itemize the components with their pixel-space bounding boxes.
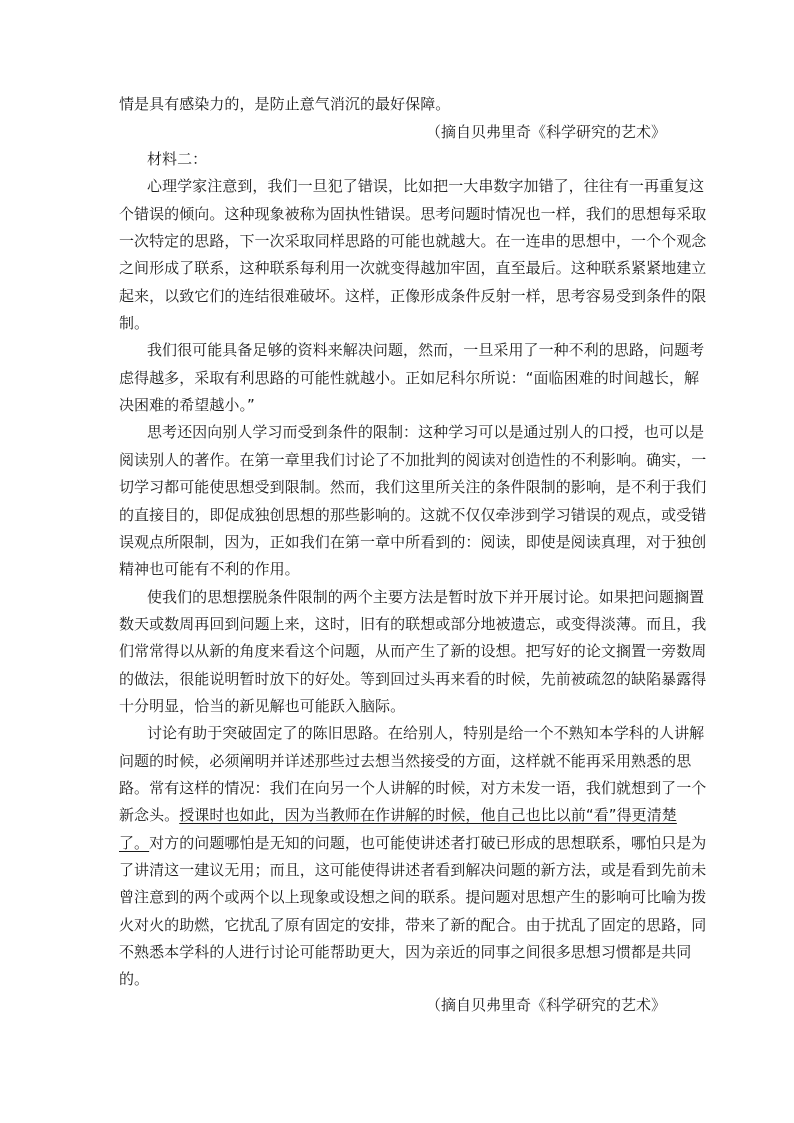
paragraph-line: 决困难的希望越小。” bbox=[119, 396, 255, 414]
paragraph-line: 们常常得以从新的角度来看这个问题，从而产生了新的设想。把写好的论文搁置一旁数周 bbox=[119, 642, 707, 660]
paragraph-line: 心理学家注意到，我们一旦犯了错误，比如把一大串数字加错了，往往有一再重复这 bbox=[147, 177, 705, 195]
paragraph-line: 不熟悉本学科的人进行讨论可能帮助更大，因为亲近的同事之间很多思想习惯都是共同 bbox=[119, 943, 692, 961]
paragraph-line: 火对火的助燃，它扰乱了原有固定的安排，带来了新的配合。由于扰乱了固定的思路，同 bbox=[119, 916, 707, 934]
paragraph-line: 虑得越多，采取有利思路的可能性就越小。正如尼科尔所说：“面临困难的时间越长，解 bbox=[119, 369, 700, 387]
paragraph-line: 精神也可能有不利的作用。 bbox=[119, 560, 300, 578]
paragraph-line: 路。常有这样的情况：我们在向另一个人讲解的时候，对方未发一语，我们就想到了一个 bbox=[119, 779, 707, 797]
paragraph-line: 问题的时候，必须阐明并详述那些过去想当然接受的方面，这样就不能再采用熟悉的思 bbox=[119, 752, 692, 770]
paragraph-line: 我们很可能具备足够的资料来解决问题，然而，一旦采用了一种不利的思路，问题考 bbox=[147, 341, 705, 359]
paragraph-line: 曾注意到的两个或两个以上现象或设想之间的联系。提问题对思想产生的影响可比喻为拨 bbox=[119, 888, 707, 906]
paragraph-line: 思考还因向别人学习而受到条件的限制：这种学习可以是通过别人的口授，也可以是 bbox=[147, 423, 705, 441]
paragraph-line: 了讲清这一建议无用；而且，这可能使得讲述者看到解决问题的新方法，或是看到先前未 bbox=[119, 861, 707, 879]
paragraph-line: 之间形成了联系，这种联系每利用一次就变得越加牢固，直至最后。这种联系紧紧地建立 bbox=[119, 259, 707, 277]
paragraph-line: 制。 bbox=[119, 314, 150, 332]
paragraph-line: 十分明显，恰当的新见解也可能跃入脑际。 bbox=[119, 697, 406, 715]
paragraph-line: 的做法，很能说明暂时放下的好处。等到回过头再来看的时候，先前被疏忽的缺陷暴露得 bbox=[119, 670, 707, 688]
paragraph-line bbox=[119, 805, 677, 825]
paragraph-line: 的直接目的，即促成独创思想的那些影响的。这就不仅仅牵涉到学习错误的观点，或受错 bbox=[119, 506, 707, 524]
paragraph-line: 的。 bbox=[119, 970, 150, 988]
paragraph-line: 误观点所限制，因为，正如我们在第一章中所看到的：阅读，即使是阅读真理，对于独创 bbox=[119, 533, 707, 551]
underlined-sentence: 授课时也如此，因为当教师在作讲解的时候，他自己也比以前“看”得更清楚 bbox=[179, 806, 677, 824]
source-citation: （摘自贝弗里奇《科学研究的艺术》 bbox=[425, 123, 666, 141]
paragraph-line bbox=[119, 833, 706, 853]
underlined-sentence-end: 了。 bbox=[119, 834, 150, 852]
paragraph-line: 个错误的倾向。这种现象被称为固执性错误。思考问题时情况也一样，我们的思想每采取 bbox=[119, 205, 707, 223]
section-heading: 材料二： bbox=[147, 150, 208, 168]
paragraph-line: 起来，以致它们的连结很难破坏。这样，正像形成条件反射一样，思考容易受到条件的限 bbox=[119, 287, 707, 305]
paragraph-line: 切学习都可能使思想受到限制。然而，我们这里所关注的条件限制的影响，是不利于我们 bbox=[119, 478, 707, 496]
source-citation: （摘自贝弗里奇《科学研究的艺术》 bbox=[425, 996, 666, 1014]
line-text: 对方的问题哪怕是无知的问题，也可能使讲述者打破已形成的思想联系，哪怕只是为 bbox=[149, 834, 707, 852]
paragraph-line: 使我们的思想摆脱条件限制的两个主要方法是暂时放下并开展讨论。如果把问题搁置 bbox=[147, 588, 705, 606]
paragraph-line: 一次特定的思路，下一次采取同样思路的可能也就越大。在一连串的思想中，一个个观念 bbox=[119, 232, 707, 250]
paragraph-line: 阅读别人的著作。在第一章里我们讨论了不加批判的阅读对创造性的不利影响。确实，一 bbox=[119, 451, 707, 469]
paragraph-line: 数天或数周再回到问题上来，这时，旧有的联想或部分地被遗忘，或变得淡薄。而且，我 bbox=[119, 615, 707, 633]
paragraph-line: 讨论有助于突破固定了的陈旧思路。在给别人，特别是给一个不熟知本学科的人讲解 bbox=[147, 724, 705, 742]
intro-tail: 情是具有感染力的，是防止意气消沉的最好保障。 bbox=[119, 95, 451, 113]
line-text: 新念头。 bbox=[119, 806, 180, 824]
